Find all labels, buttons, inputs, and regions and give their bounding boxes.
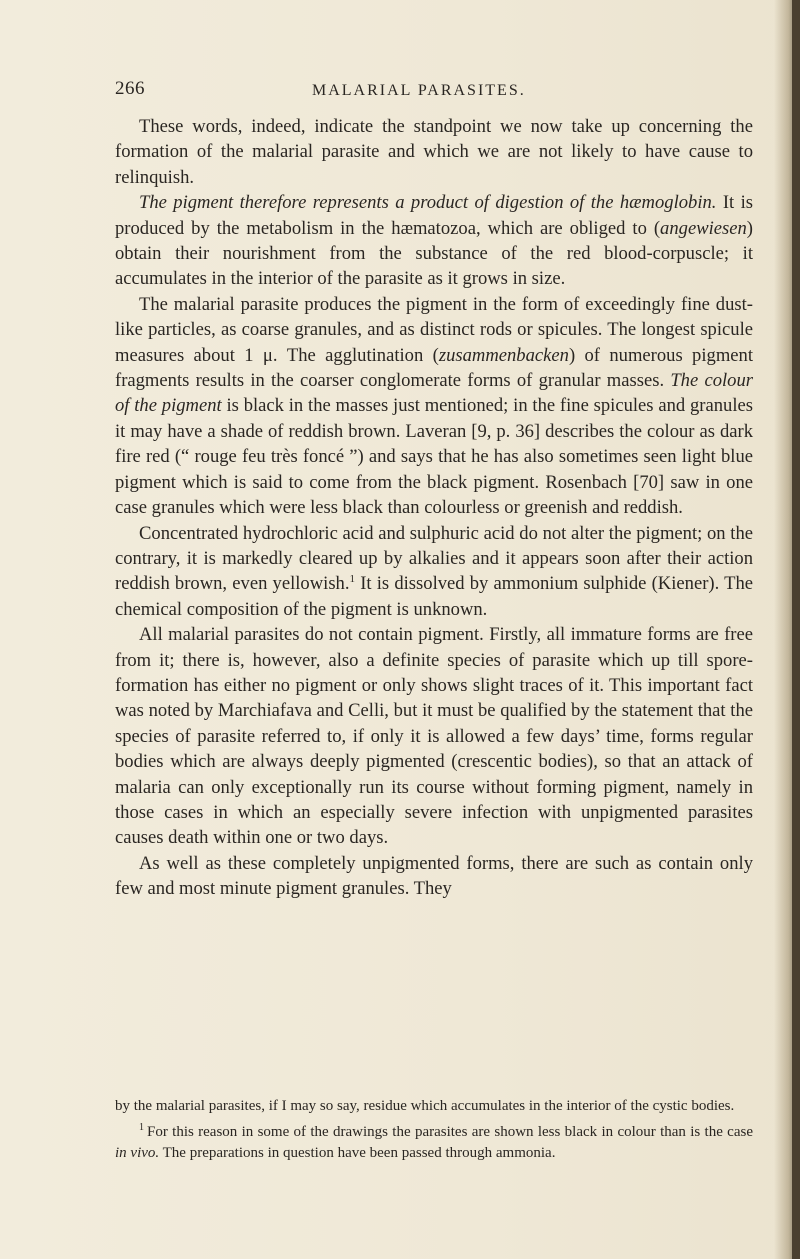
italic-term: in vivo. bbox=[115, 1145, 160, 1162]
paragraph-3 bbox=[115, 292, 753, 521]
italic-term: zusammenbacken bbox=[438, 344, 569, 366]
paragraph-text: These words, indeed, indicate the standpoint we now take up concerning the formation of the malarial parasite and which we are not likely to have cause to relinquish. bbox=[115, 116, 753, 188]
paragraph-text: It is dissolved by ammonium sulphide (Kiener). The chemical composition of the pigment is unknown. bbox=[115, 573, 753, 620]
footnote-mark: 1 bbox=[139, 1122, 144, 1134]
paragraph-text: The malarial parasite produces the pigment in the form of exceedingly fine dust-like particles, as coarse granules, and as distinct rods or spicules. The longest spicule measures about 1 μ. The agglutination ( bbox=[115, 293, 753, 366]
page-edge bbox=[792, 0, 800, 1259]
paragraph-text: ) obtain their nourishment from the substance of the red blood-corpuscle; it accumulates in the interior of the parasite as it grows in size. bbox=[115, 217, 753, 290]
running-head: MALARIAL PARASITES. bbox=[312, 82, 526, 99]
footnote-continuation bbox=[115, 1096, 753, 1117]
footnote-1 bbox=[115, 1117, 753, 1164]
paragraph-2 bbox=[115, 190, 753, 292]
paragraph-text: It is produced by the metabolism in the hæmatozoa, which are obliged to ( bbox=[115, 192, 753, 239]
footnote-text: The preparations in question have been passed through ammonia. bbox=[159, 1145, 556, 1162]
paragraph-text: ) of numerous pigment fragments results in the coarser conglomerate forms of granular masses. bbox=[115, 344, 753, 392]
page-header bbox=[0, 78, 800, 108]
paragraph-text: All malarial parasites do not contain pigment. Firstly, all immature forms are free from it; there is, however, also a definite species of parasite which up till spore-formation has either no pigment or only shows slight traces of it. This important fact was noted by Marchiafava and Celli, but it must be qualified by the statement that the species of parasite referred to, if only it is allowed a few days’ time, forms regular bodies which are always deeply pigmented (crescentic bodies), so that an attack of malaria can only exceptionally run its course without forming pigment, namely in those cases in which an especially severe infection with unpigmented parasites causes death within one or two days. bbox=[115, 624, 753, 849]
paragraph-text: As well as these completely unpigmented forms, there are such as contain only few and most minute pigment granules. They bbox=[115, 852, 753, 900]
italic-phrase: The colour of the pigment bbox=[115, 370, 753, 417]
footnotes bbox=[115, 1096, 753, 1165]
footnote-text: by the malarial parasites, if I may so say, residue which accumulates in the interior of the cystic bodies. bbox=[115, 1098, 735, 1114]
footnote-text: For this reason in some of the drawings the parasites are shown less black in colour than is the case bbox=[147, 1124, 753, 1141]
paragraph-6 bbox=[115, 851, 753, 902]
paragraph-1 bbox=[115, 114, 753, 190]
page-number: 266 bbox=[115, 78, 145, 99]
body-text bbox=[115, 114, 753, 902]
paragraph-5 bbox=[115, 622, 753, 851]
italic-lead: The pigment therefore represents a product of digestion of the hæmoglobin. bbox=[139, 192, 717, 214]
footnote-reference: 1 bbox=[349, 573, 356, 586]
italic-term: angewiesen bbox=[660, 217, 747, 239]
paragraph-4 bbox=[115, 521, 753, 623]
paragraph-text: Concentrated hydrochloric acid and sulphuric acid do not alter the pigment; on the contrary, it is markedly cleared up by alkalies and it appears soon after their action reddish brown, even yellowish. bbox=[115, 522, 753, 595]
paragraph-text: is black in the masses just mentioned; in the fine spicules and granules it may have a shade of reddish brown. Laveran [9, p. 36] describes the colour as dark fire red (“ rouge feu très foncé ”) and says that he has also sometimes seen light blue pigment which is said to come from the black pigment. Rosenbach [70] saw in one case granules which were less black than colourless or greenish and reddish. bbox=[115, 395, 753, 519]
